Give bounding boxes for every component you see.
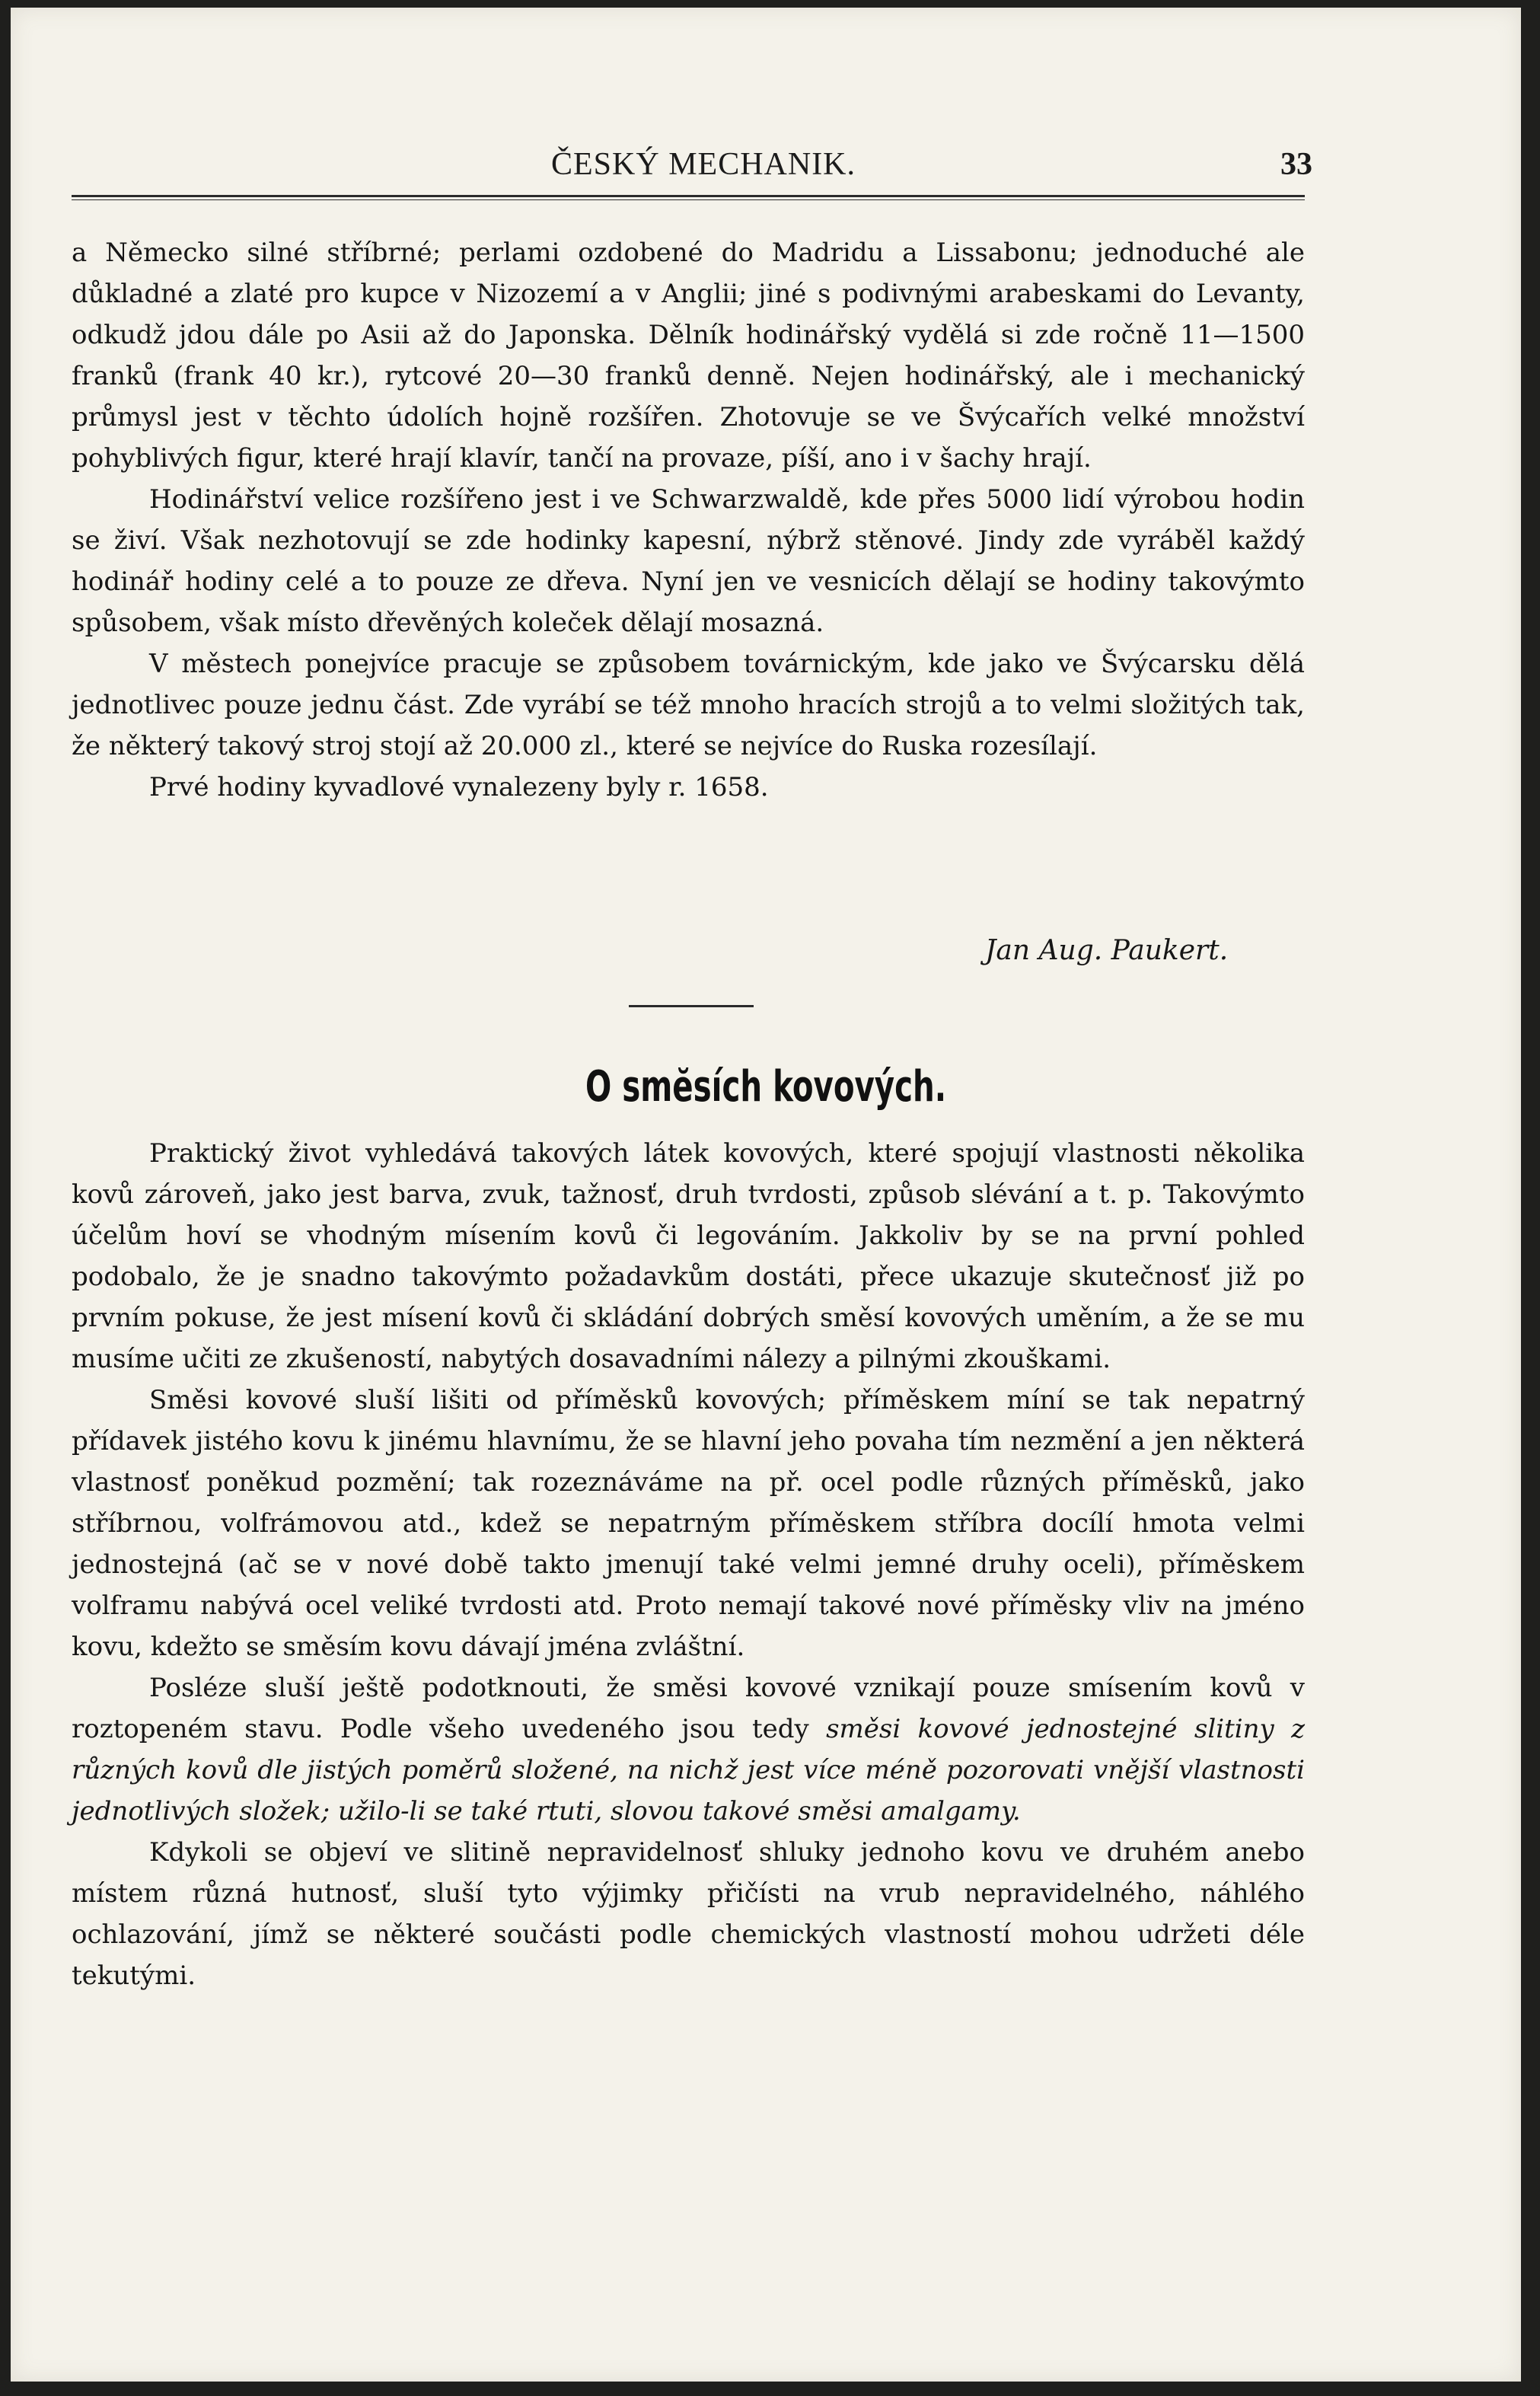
article-two-body [72,1133,1305,1996]
paragraph: a Německo silné stříbrné; perlami ozdobené do Madridu a Lissabonu; jednoduché ale důkladné a zlaté pro kupce v Nizozemí a v Anglii; jiné s podivnými arabeskami do Levanty, odkudž jdou dále po Asii až do Japonska. Dělník hodinářský vydělá si zde ročně 11—1500 franků (frank 40 kr.), rytcové 20—30 franků denně. Nejen hodinářský, ale i mechanický průmysl jest v těchto údolích hojně rozšířen. Zhotovuje se ve Švýcařích velké množství pohyblivých figur, které hrají klavír, tančí na provaze, píší, ano i v šachy hrají. [72,238,1305,474]
book-page [11,8,1521,2382]
paragraph: Směsi kovové sluší lišiti od příměsků kovových; příměskem míní se tak nepatrný přídavek jistého kovu k jinému hlavnímu, že se hlavní jeho povaha tím nezmění a jen některá vlastnosť poněkud pozmění; tak rozeznáváme na př. ocel podle různých příměsků, jako stříbrnou, volfrámovou atd., kdež se nepatrným příměskem stříbra docílí hmota velmi jednostejná (ač se v nové době takto jmenují také velmi jemné druhy oceli), příměskem volframu nabývá ocel veliké tvrdosti atd. Proto nemají takové nové příměsky vliv na jméno kovu, kdežto se směsím kovu dávají jména zvláštní. [72,1385,1305,1662]
paragraph: Hodinářství velice rozšířeno jest i ve Schwarzwaldě, kde přes 5000 lidí výrobou hodin se živí. Však nezhotovují se zde hodinky kapesní, nýbrž stěnové. Jindy zde vyráběl každý hodinář hodiny celé a to pouze ze dřeva. Nyní jen ve vesnicích dělají se hodiny takovýmto spůsobem, však místo dřevěných koleček dělají mosazná. [72,484,1305,638]
section-divider [629,1005,754,1007]
paragraph: Kdykoli se objeví ve slitině nepravidelnosť shluky jednoho kovu ve druhém anebo místem různá hutnosť, sluší tyto výjimky přičísti na vrub nepravidelného, náhlého ochlazování, jímž se některé součásti podle chemických vlastností mohou udržeti déle tekutými. [72,1837,1305,1991]
running-header [72,139,1312,184]
journal-title: ČESKÝ MECHANIK. [551,147,856,182]
paragraph: V městech ponejvíce pracuje se způsobem továrnickým, kde jako ve Švýcarsku dělá jednotlivec pouze jednu část. Zde vyrábí se též mnoho hracích strojů a to velmi složitých tak, že některý takový stroj stojí až 20.000 zl., které se nejvíce do Ruska rozesílají. [72,649,1305,761]
article-one-body [72,232,1305,808]
article-title: O smĕsích kovových. [585,1062,947,1112]
page-number: 33 [1280,147,1312,182]
paragraph-text: Posléze sluší ještě podotknouti, že směsi kovové vznikají pouze smísením kovů v roztopeném stavu. Podle všeho uvedeného jsou tedy [72,1673,1305,1744]
author-signature: Jan Aug. Paukert. [985,935,1229,966]
paragraph: Prvé hodiny kyvadlové vynalezeny byly r. 1658. [149,772,769,802]
definition-italic: směsi kovové jednostejné slitiny z různých kovů dle jistých poměrů složené, na nichž jest více méně pozorovati vnější vlastnosti jednotlivých složek; užilo-li se také rtuti, slovou takové směsi amalgamy. [72,1714,1305,1827]
paragraph: Praktický život vyhledává takových látek kovových, které spojují vlastnosti několika kovů zároveň, jako jest barva, zvuk, tažnosť, druh tvrdosti, způsob slévání a t. p. Takovýmto účelům hoví se vhodným mísením kovů či legováním. Jakkoliv by se na první pohled podobalo, že je snadno takovýmto požadavkům dostáti, přece ukazuje skutečnosť již po prvním pokuse, že jest mísení kovů či skládání dobrých směsí kovových uměním, a že se mu musíme učiti ze zkušeností, nabytých dosavadními nálezy a pilnými zkouškami. [72,1138,1305,1374]
paragraph-with-definition [72,1667,1305,1832]
header-rule [72,195,1305,200]
